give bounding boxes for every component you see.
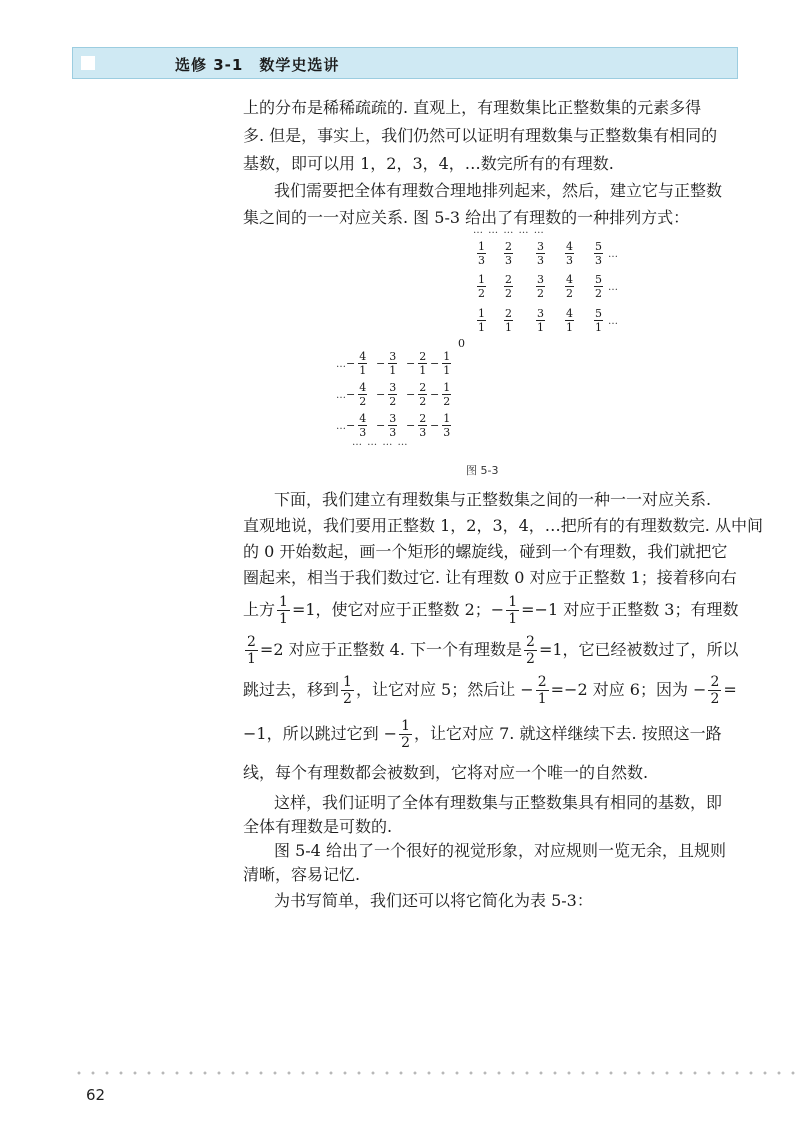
figure-positive-fraction xyxy=(474,307,489,334)
minus-sign: − xyxy=(346,357,356,370)
denominator: 1 xyxy=(359,364,367,377)
fraction xyxy=(418,350,427,377)
text: −1，所以跳过它到 − xyxy=(243,724,398,743)
denominator: 1 xyxy=(505,321,512,334)
text: =−2 对应 6；因为 − xyxy=(550,680,707,699)
denominator: 2 xyxy=(419,395,427,408)
numerator: 2 xyxy=(505,307,512,320)
denominator: 3 xyxy=(443,426,451,439)
figure-positive-fraction xyxy=(474,240,489,267)
denominator: 3 xyxy=(595,254,602,267)
figure-positive-fraction xyxy=(501,273,516,300)
numerator: 2 xyxy=(505,240,512,253)
minus-sign: − xyxy=(430,419,440,432)
denominator: 3 xyxy=(419,426,427,439)
text: = xyxy=(723,680,737,699)
numerator: 1 xyxy=(443,381,451,394)
figure-positive-fraction xyxy=(501,240,516,267)
denominator: 1 xyxy=(443,364,451,377)
fraction xyxy=(536,273,545,300)
minus-sign: − xyxy=(346,388,356,401)
fraction xyxy=(536,307,545,334)
denominator: 1 xyxy=(566,321,573,334)
para3-line-1: 下面，我们建立有理数集与正整数集之间的一种一一对应关系. xyxy=(274,490,712,509)
figure-negative-fraction xyxy=(406,412,430,439)
numerator: 1 xyxy=(478,307,485,320)
footer-dotted-rule xyxy=(72,1071,800,1075)
denominator: 2 xyxy=(566,287,573,300)
fraction-one-over-two: $\frac{1}{2}$ xyxy=(343,674,352,707)
fraction-one-over-one: $\frac{1}{1}$ xyxy=(279,594,288,627)
numerator: 4 xyxy=(566,307,573,320)
figure-positive-fraction xyxy=(533,273,548,300)
fraction xyxy=(442,412,451,439)
fraction-one-over-one: $\frac{1}{1}$ xyxy=(508,594,518,627)
figure-row-lead-dots: … xyxy=(336,390,347,401)
numerator: 4 xyxy=(566,273,573,286)
fraction-two-over-one: $\frac{2}{1}$ xyxy=(247,634,256,667)
denominator: 2 xyxy=(595,287,602,300)
numerator: 2 xyxy=(419,350,427,363)
figure-negative-fraction xyxy=(406,350,430,377)
para4-line-2: 全体有理数是可数的. xyxy=(243,817,393,836)
denominator: 2 xyxy=(478,287,485,300)
figure-top-dots: … … … … … xyxy=(473,225,545,236)
denominator: 3 xyxy=(537,254,544,267)
figure-caption: 图 5-3 xyxy=(466,464,499,477)
text: =2 对应于正整数 4. 下一个有理数是 xyxy=(259,640,523,659)
minus-sign: − xyxy=(406,388,416,401)
fraction xyxy=(565,273,574,300)
fraction xyxy=(594,307,603,334)
numerator: 3 xyxy=(389,381,397,394)
denominator: 2 xyxy=(505,287,512,300)
fraction xyxy=(477,240,486,267)
figure-positive-fraction xyxy=(591,307,606,334)
numerator: 2 xyxy=(419,412,427,425)
figure-negative-fraction xyxy=(346,412,370,439)
intro-line-1: 上的分布是稀稀疏疏的. 直观上，有理数集比正整数集的元素多得 xyxy=(243,98,702,117)
fraction xyxy=(358,350,367,377)
fraction xyxy=(477,273,486,300)
header-title: 选修 3-1 数学史选讲 xyxy=(175,56,340,74)
para3-line-8 xyxy=(243,718,722,751)
fraction xyxy=(418,381,427,408)
figure-row-lead-dots: … xyxy=(336,359,347,370)
para2-line-2: 集之间的一一对应关系. 图 5-3 给出了有理数的一种排列方式： xyxy=(243,208,690,227)
text: =−1 对应于正整数 3；有理数 xyxy=(521,600,739,619)
figure-positive-fraction xyxy=(562,273,577,300)
numerator: 3 xyxy=(537,307,544,320)
para3-line-9: 线，每个有理数都会被数到，它将对应一个唯一的自然数. xyxy=(243,763,649,782)
figure-negative-fraction xyxy=(430,412,454,439)
para3-line-7 xyxy=(243,674,737,707)
figure-negative-fraction xyxy=(430,381,454,408)
numerator: 5 xyxy=(595,273,602,286)
para4-line-1: 这样，我们证明了全体有理数集与正整数集具有相同的基数，即 xyxy=(274,793,723,812)
numerator: 1 xyxy=(443,350,451,363)
text: ，让它对应 7. 就这样继续下去. 按照这一路 xyxy=(414,724,722,743)
denominator: 3 xyxy=(389,426,397,439)
numerator: 4 xyxy=(359,381,367,394)
numerator: 3 xyxy=(537,273,544,286)
numerator: 1 xyxy=(478,240,485,253)
figure-row-lead-dots: … xyxy=(336,421,347,432)
figure-row-trail-dots: … xyxy=(608,249,619,260)
numerator: 4 xyxy=(359,412,367,425)
numerator: 3 xyxy=(537,240,544,253)
denominator: 3 xyxy=(478,254,485,267)
figure-negative-fraction xyxy=(346,381,370,408)
figure-negative-fraction xyxy=(346,350,370,377)
denominator: 3 xyxy=(505,254,512,267)
fraction xyxy=(565,307,574,334)
fraction xyxy=(565,240,574,267)
denominator: 2 xyxy=(537,287,544,300)
denominator: 1 xyxy=(419,364,427,377)
figure-negative-fraction xyxy=(430,350,454,377)
denominator: 2 xyxy=(359,395,367,408)
figure-negative-fraction xyxy=(376,350,400,377)
text: 上方 xyxy=(243,600,276,619)
minus-sign: − xyxy=(376,388,386,401)
minus-sign: − xyxy=(376,357,386,370)
para5-line-2: 清晰，容易记忆. xyxy=(243,865,361,884)
minus-sign: − xyxy=(376,419,386,432)
numerator: 5 xyxy=(595,240,602,253)
denominator: 1 xyxy=(478,321,485,334)
fraction xyxy=(388,381,397,408)
fraction xyxy=(594,273,603,300)
para3-line-3: 的 0 开始数起，画一个矩形的螺旋线，碰到一个有理数，我们就把它 xyxy=(243,542,728,561)
fraction xyxy=(594,240,603,267)
fraction xyxy=(504,240,513,267)
para3-line-5 xyxy=(243,594,738,627)
figure-row-trail-dots: … xyxy=(608,316,619,327)
fraction-one-over-two: $\frac{1}{2}$ xyxy=(401,718,411,751)
minus-sign: − xyxy=(346,419,356,432)
minus-sign: − xyxy=(406,419,416,432)
denominator: 2 xyxy=(389,395,397,408)
para3-line-6 xyxy=(243,634,739,667)
fraction-two-over-two: $\frac{2}{2}$ xyxy=(526,634,535,667)
numerator: 2 xyxy=(419,381,427,394)
minus-sign: − xyxy=(430,357,440,370)
figure-positive-fraction xyxy=(591,273,606,300)
para3-line-4: 圈起来，相当于我们数过它. 让有理数 0 对应于正整数 1；接着移向右 xyxy=(243,568,737,587)
intro-line-2: 多. 但是，事实上，我们仍然可以证明有理数集与正整数集有相同的 xyxy=(243,126,718,145)
fraction xyxy=(418,412,427,439)
fraction-two-over-two: $\frac{2}{2}$ xyxy=(710,674,720,707)
figure-positive-fraction xyxy=(501,307,516,334)
figure-negative-fraction xyxy=(376,412,400,439)
chapter-header xyxy=(72,47,738,79)
denominator: 3 xyxy=(359,426,367,439)
denominator: 2 xyxy=(443,395,451,408)
figure-positive-fraction xyxy=(562,307,577,334)
fraction xyxy=(358,412,367,439)
fraction xyxy=(442,381,451,408)
numerator: 4 xyxy=(359,350,367,363)
page-number: 62 xyxy=(86,1086,106,1104)
numerator: 3 xyxy=(389,412,397,425)
fraction xyxy=(477,307,486,334)
numerator: 1 xyxy=(478,273,485,286)
figure-positive-fraction xyxy=(562,240,577,267)
denominator: 1 xyxy=(389,364,397,377)
figure-positive-fraction xyxy=(474,273,489,300)
text: =1，它已经被数过了，所以 xyxy=(538,640,739,659)
header-square-mark xyxy=(81,56,95,70)
figure-bottom-dots: … … … … xyxy=(352,437,409,448)
numerator: 3 xyxy=(389,350,397,363)
denominator: 3 xyxy=(566,254,573,267)
fraction xyxy=(388,412,397,439)
text: 跳过去，移到 xyxy=(243,680,340,699)
fraction xyxy=(504,273,513,300)
fraction-two-over-one: $\frac{2}{1}$ xyxy=(537,674,547,707)
minus-sign: − xyxy=(430,388,440,401)
fraction xyxy=(442,350,451,377)
figure-row-trail-dots: … xyxy=(608,282,619,293)
para3-line-2: 直观地说，我们要用正整数 1，2，3，4，…把所有的有理数数完. 从中间 xyxy=(243,516,763,535)
figure-positive-fraction xyxy=(533,240,548,267)
denominator: 1 xyxy=(595,321,602,334)
numerator: 4 xyxy=(566,240,573,253)
para2-line-1: 我们需要把全体有理数合理地排列起来，然后，建立它与正整数 xyxy=(274,181,723,200)
fraction xyxy=(388,350,397,377)
fraction xyxy=(536,240,545,267)
para5-line-1: 图 5-4 给出了一个很好的视觉形象，对应规则一览无余，且规则 xyxy=(274,841,726,860)
figure-zero: 0 xyxy=(458,337,465,350)
figure-positive-fraction xyxy=(533,307,548,334)
para6-line-1: 为书写简单，我们还可以将它简化为表 5-3： xyxy=(274,891,593,910)
text: ，让它对应 5；然后让 − xyxy=(355,680,534,699)
text: =1，使它对应于正整数 2；− xyxy=(291,600,505,619)
fraction xyxy=(358,381,367,408)
figure-negative-fraction xyxy=(406,381,430,408)
intro-line-3: 基数，即可以用 1，2，3，4，…数完所有的有理数. xyxy=(243,154,614,173)
numerator: 5 xyxy=(595,307,602,320)
denominator: 1 xyxy=(537,321,544,334)
minus-sign: − xyxy=(406,357,416,370)
numerator: 2 xyxy=(505,273,512,286)
numerator: 1 xyxy=(443,412,451,425)
figure-negative-fraction xyxy=(376,381,400,408)
figure-positive-fraction xyxy=(591,240,606,267)
fraction xyxy=(504,307,513,334)
